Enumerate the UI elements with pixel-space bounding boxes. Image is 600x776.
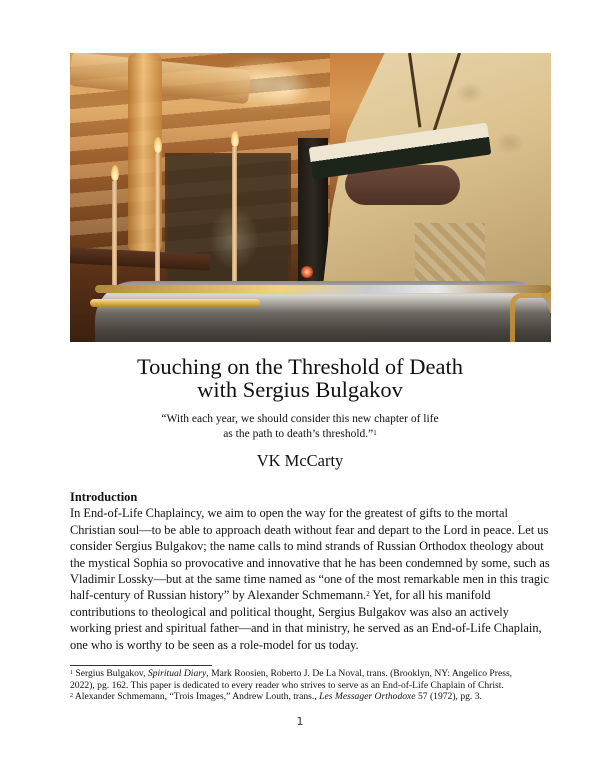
body-line: the mystical Sophia so provocative and innovative that he has been condemned by some, such as — [70, 555, 550, 570]
footnote-ref-1[interactable]: 1 — [373, 428, 377, 437]
footnotes — [70, 668, 540, 703]
footnote-1-cont: 2022), pg. 162. This paper is dedicated to every reader who strives to serve as an End-of-Life Chaplain of Christ. — [70, 679, 504, 691]
candle — [112, 181, 117, 299]
epigraph-line-2: as the path to death’s threshold.”$^1$ — [223, 427, 377, 440]
author-name: VK McCarty — [256, 451, 344, 470]
candle-flame — [154, 137, 162, 153]
font-handle — [510, 293, 551, 342]
font-rim — [95, 285, 551, 293]
document-title — [0, 355, 600, 401]
body-line: Christian soul—to be able to approach death without fear and depart to the Lord in peace. Let us — [70, 522, 549, 537]
body-line: contributions to theological and political thought, Sergius Bulgakov was also an actively — [70, 604, 509, 619]
candle — [232, 147, 237, 287]
candle — [155, 153, 160, 293]
body-line: one who is worthy to be seen as a role-model for us today. — [70, 637, 359, 652]
vigil-lamp — [301, 266, 313, 278]
introduction-section — [70, 489, 550, 653]
cover-photo — [70, 53, 551, 342]
footnote-1: $^1$ Sergius Bulgakov, Spiritual Diary, Mark Roosien, Roberto J. De La Noval, trans. (Brooklyn, NY: Angelico Press, — [70, 668, 513, 679]
body-line: In End-of-Life Chaplaincy, we aim to open the way for the greatest of gifts to the mortal — [70, 506, 508, 521]
body-line: consider Sergius Bulgakov; the name calls to mind strands of Russian Orthodox theology about — [70, 539, 544, 554]
footnote-ref-2[interactable]: 2 — [366, 590, 370, 599]
candle-holder-bar — [90, 299, 260, 307]
epigraph-line-1: “With each year, we should consider this new chapter of life — [161, 413, 439, 425]
body-line: working priest and spiritual father—and in that ministry, he served as an End-of-Life Chaplain, — [70, 621, 542, 636]
footnote-separator — [70, 665, 212, 666]
title-line-2: with Sergius Bulgakov — [197, 377, 403, 402]
footnote-2: $^2$ Alexander Schmemann, “Trois Images,” Andrew Louth, trans., Les Messager Orthodoxe 57 (1972), pg. 3. — [70, 691, 482, 703]
title-line-1: Touching on the Threshold of Death — [136, 354, 464, 379]
candle-flame — [111, 165, 119, 181]
candle-flame — [231, 131, 239, 147]
page-number: 1 — [296, 715, 304, 728]
section-heading: Introduction — [70, 490, 138, 504]
body-line: half-century of Russian history” by Alexander Schmemann.$^2$ Yet, for all his manifold — [70, 588, 491, 603]
body-line: Vladimir Lossky—but at the same time named as “one of the most remarkable men in this tragic — [70, 572, 549, 587]
epigraph — [0, 412, 600, 441]
